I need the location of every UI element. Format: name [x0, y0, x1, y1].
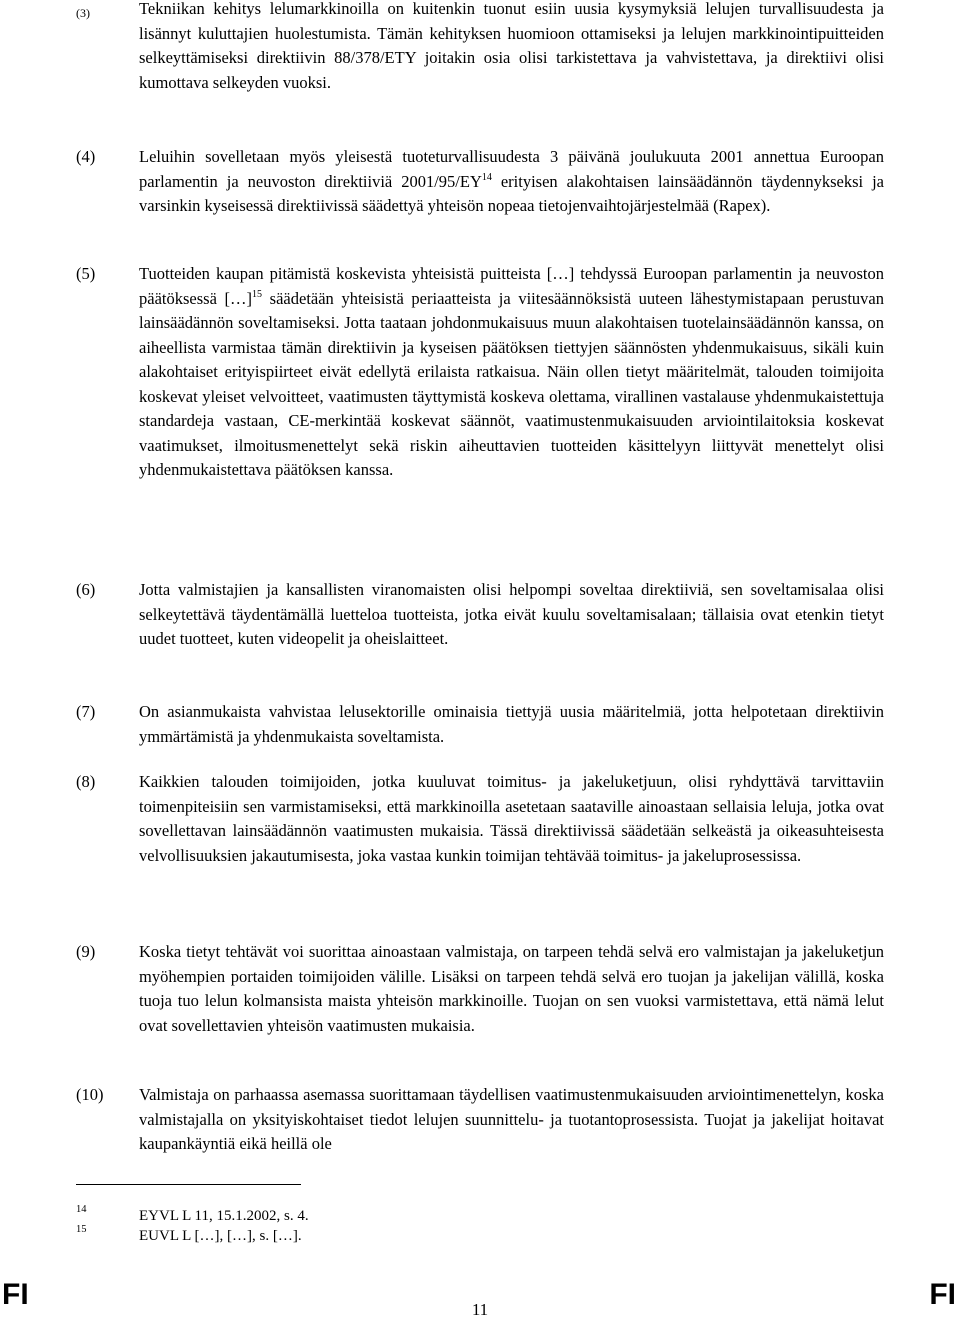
recital-number: (6) — [76, 580, 96, 599]
footnote-number: 14 — [76, 1204, 87, 1215]
recital-number: (10) — [76, 1085, 104, 1104]
language-code-right: FI — [929, 1278, 956, 1311]
recital-text — [139, 262, 884, 483]
footnote-ref-15: 15 — [252, 288, 263, 300]
recital-number: (7) — [76, 702, 96, 721]
recital-text: Tekniikan kehitys lelumarkkinoilla on kuitenkin tuonut esiin uusia kysymyksiä lelujen turvallisuudesta ja lisännyt kuluttajien huolestumista. Tämän kehityksen huomioon ottamiseksi ja lelujen markkinointipuitteiden selkeyttämiseksi direktiivin 88/378/ETY joitakin osia olisi tarkistettava ja vahvistettava, ja direktiivi olisi kumottava selkeyden vuoksi. — [139, 0, 884, 92]
language-code-left: FI — [2, 1278, 29, 1311]
recital-number: (5) — [76, 264, 96, 283]
recital-number: (9) — [76, 942, 96, 961]
page-number: 11 — [471, 1300, 489, 1319]
footnote-ref-14: 14 — [481, 171, 492, 183]
recital-number: (4) — [76, 147, 96, 166]
footnote-number: 15 — [76, 1224, 87, 1235]
recital-text — [139, 145, 884, 219]
footnote-divider — [76, 1184, 301, 1185]
recital-text-part: säädetään yhteisistä periaatteista ja viitesäännöksistä uuteen lähestymistapaan perustuvan lainsäädännön soveltamiseksi. Jotta taataan johdonmukaisuus muun alakohtaisen tuotelainsäädännön kanssa, on aiheellista varmistaa tämän direktiivin ja kyseisen päätöksen tiettyjen säännösten yhdenmukaisuus, sikäli kuin alakohtaiset erityispiirteet eivät edellytä erilaista ratkaisua. Näin ollen tietyt määritelmät, talouden toimijoita koskevat yleiset velvoitteet, vaatimusten täyttymistä koskeva olettama, virallinen vastalause yhdenmukaistettuja standardeja vastaan, CE-merkintää koskevat säännöt, vaatimustenmukaisuuden arviointilaitoksia koskevat vaatimukset, ilmoitusmenettelyt sekä riskin aiheuttavien tuotteiden käsittelyyn liittyvät menettelyt olisi yhdenmukaistettava päätöksen kanssa. — [139, 288, 884, 479]
recital-text: On asianmukaista vahvistaa lelusektorille ominaisia tiettyjä uusia määritelmiä, jotta helpotetaan direktiivin ymmärtämistä ja yhdenmukaista soveltamista. — [139, 702, 884, 746]
footnote-text: EYVL L 11, 15.1.2002, s. 4. — [139, 1208, 309, 1224]
recital-text-part: erityisen alakohtaisen lainsäädännön täydennykseksi ja varsinkin kyseisessä direktiivissä säädettyä yhteisön nopeaa tietojenvaihtojärjestelmää (Rapex). — [139, 171, 884, 215]
recital-number: (8) — [76, 772, 96, 791]
recital-text: Jotta valmistajien ja kansallisten viranomaisten olisi helpompi soveltaa direktiiviä, sen soveltamisalaa olisi selkeytettävä täydentämällä luetteloa tuotteista, jotka eivät kuulu soveltamisalaan; tällaisia ovat etenkin tietyt uudet tuotteet, kuten videopelit ja oheislaitteet. — [139, 580, 884, 648]
recital-text: Kaikkien talouden toimijoiden, jotka kuuluvat toimitus- ja jakeluketjuun, olisi ryhdyttävä tarvittaviin toimenpiteisiin sen varmistamiseksi, että markkinoilla asetetaan saataville ainoastaan sellaisia leluja, jotka ovat sovellettavan lainsäädännön vaatimusten mukaisia. Tässä direktiivissä säädetään selkeästä ja oikeasuhteisesta velvollisuuksien jakautumisesta, joka vastaa kunkin toimijan tehtävää toimitus- ja jakeluprosessissa. — [139, 772, 884, 865]
footnote-text: EUVL L […], […], s. […]. — [139, 1228, 302, 1244]
recital-text-part: Leluihin sovelletaan myös yleisestä tuoteturvallisuudesta 3 päivänä joulukuuta 2001 annettua Euroopan parlamentin ja neuvoston direktiiviä 2001/95/EY — [139, 147, 884, 191]
recital-text-part: Tuotteiden kaupan pitämistä koskevista yhteisistä puitteista […] tehdyssä Euroopan parlamentin ja neuvoston päätöksessä […] — [139, 264, 884, 308]
recital-text: Valmistaja on parhaassa asemassa suorittamaan täydellisen vaatimustenmukaisuuden arviointimenettelyn, koska valmistajalla on yksityiskohtaiset tiedot lelujen suunnittelu- ja tuotantoprosessista. Tuojat ja jakelijat hoitavat kaupankäyntiä eikä heillä ole — [139, 1085, 884, 1153]
recital-number: (3) — [76, 6, 90, 20]
recital-text: Koska tietyt tehtävät voi suorittaa ainoastaan valmistaja, on tarpeen tehdä selvä ero valmistajan ja jakeluketjun myöhempien portaiden toimijoiden välille. Lisäksi on tarpeen tehdä selvä ero tuojan ja jakelijan välillä, koska tuoja tuo lelun kolmansista maista yhteisön markkinoille. Tuojan on sen vuoksi varmistettava, että nämä lelut ovat sovellettavien yhteisön vaatimusten mukaisia. — [139, 942, 884, 1035]
